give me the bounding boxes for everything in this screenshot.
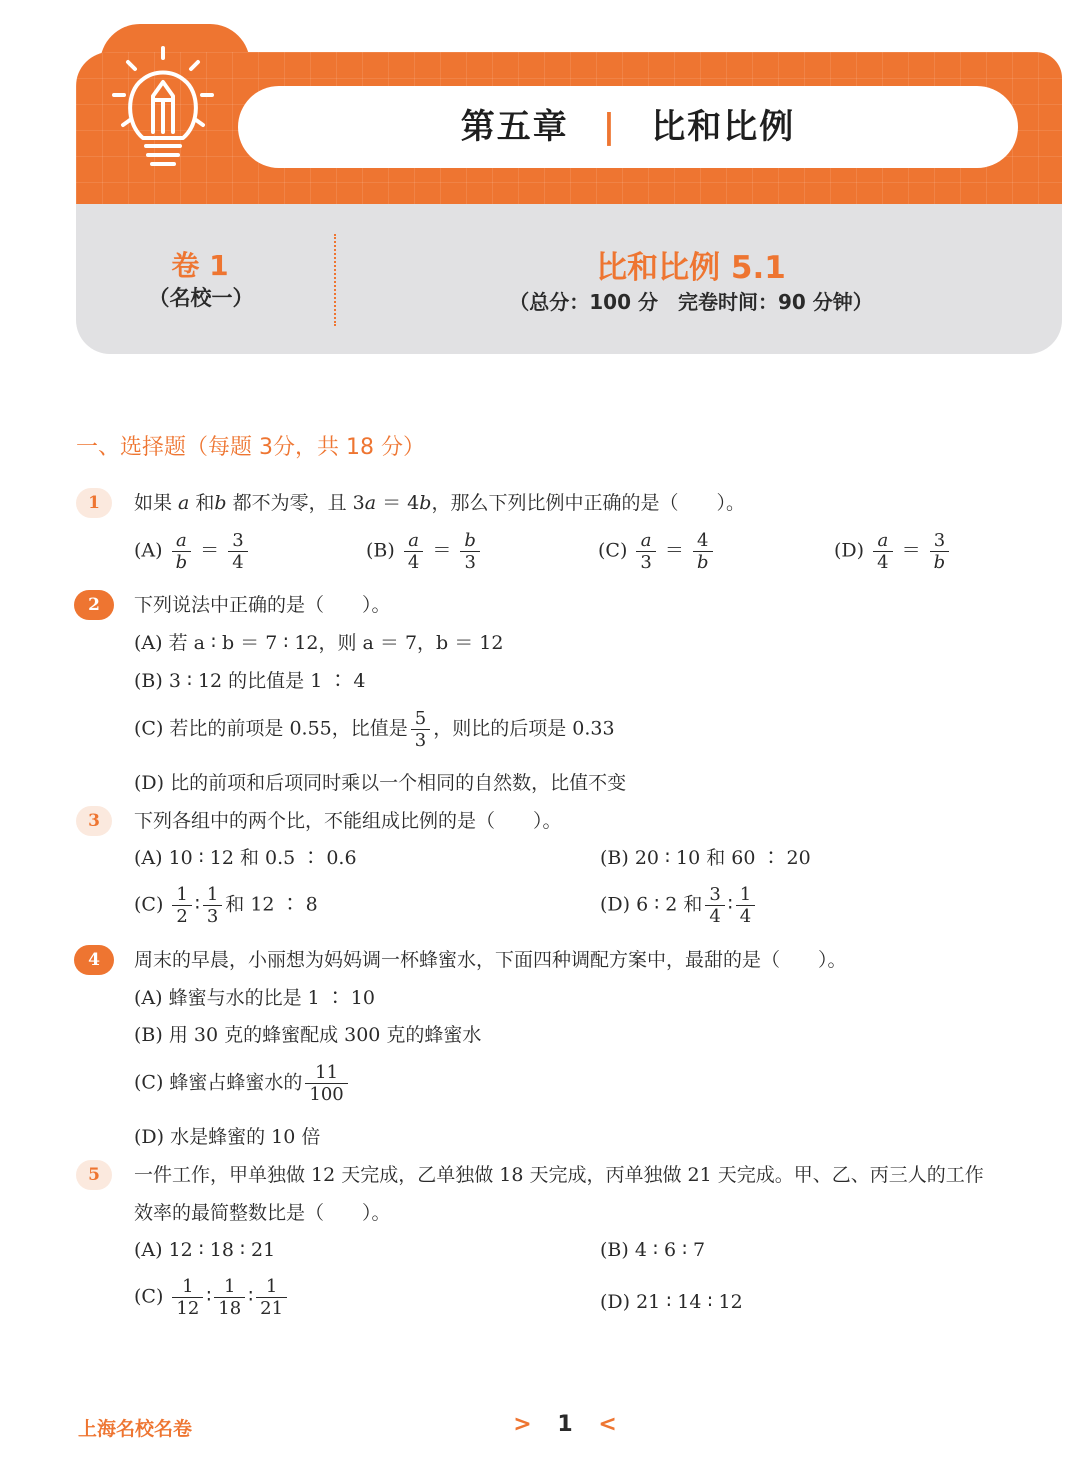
fraction: $\frac{1}{21}$	[256, 1276, 287, 1319]
option-d[interactable]: (D) $\frac{a}{4}$ ＝ $\frac{3}{b}$	[834, 530, 952, 573]
fraction: $\frac{5}{3}$	[411, 708, 430, 751]
question-number: 2	[74, 590, 114, 620]
lightbulb-pencil-icon	[108, 40, 218, 175]
question-number: 4	[74, 945, 114, 975]
option-c[interactable]: (C) $\frac{a}{3}$ ＝ $\frac{4}{b}$	[598, 530, 716, 573]
fraction: $\frac{a}{3}$	[636, 530, 655, 573]
question-stem: 下列说法中正确的是（ ）。	[134, 594, 391, 616]
page-number-value: 1	[557, 1412, 573, 1437]
option-a[interactable]: (A) 若 a ∶ b ＝ 7 ∶ 12，则 a ＝ 7，b ＝ 12	[134, 632, 504, 654]
option-d[interactable]: (D) 比的前项和后项同时乘以一个相同的自然数，比值不变	[134, 772, 627, 794]
dotted-divider	[334, 234, 336, 326]
question-stem-cont: 效率的最简整数比是（ ）。	[134, 1202, 391, 1224]
fraction: $\frac{1}{2}$	[172, 884, 191, 927]
fraction: $\frac{1}{3}$	[203, 884, 222, 927]
option-a[interactable]: (A) 10 ∶ 12 和 0.5 ∶ 0.6	[134, 847, 357, 869]
question-stem: 一件工作，甲单独做 12 天完成，乙单独做 18 天完成，丙单独做 21 天完成。甲、乙、丙三人的工作	[134, 1164, 984, 1186]
section-title: 一、选择题（每题 3分，共 18 分）	[76, 435, 425, 460]
fraction: $\frac{4}{b}$	[693, 530, 713, 573]
page-number	[510, 1412, 620, 1437]
fraction: $\frac{11}{100}$	[305, 1062, 347, 1105]
fraction: $\frac{a}{4}$	[873, 530, 892, 573]
option-a[interactable]: (A) $\frac{a}{b}$ ＝ $\frac{3}{4}$	[134, 530, 251, 573]
option-c[interactable]: (C) 蜂蜜占蜂蜜水的 $\frac{11}{100}$	[134, 1062, 351, 1105]
option-d[interactable]: (D) 水是蜂蜜的 10 倍	[134, 1126, 321, 1148]
fraction: $\frac{1}{4}$	[736, 884, 755, 927]
title-separator: |	[602, 107, 618, 147]
option-a[interactable]: (A) 12 ∶ 18 ∶ 21	[134, 1239, 276, 1261]
option-b[interactable]: (B) 4 ∶ 6 ∶ 7	[600, 1239, 706, 1261]
option-b[interactable]: (B) $\frac{a}{4}$ ＝ $\frac{b}{3}$	[366, 530, 483, 573]
footer-brand: 上海名校名卷	[78, 1418, 193, 1440]
paper-info-band	[76, 204, 1062, 354]
option-b[interactable]: (B) 3 ∶ 12 的比值是 1 ∶ 4	[134, 670, 366, 692]
fraction: $\frac{a}{b}$	[172, 530, 192, 573]
question-number: 3	[76, 806, 112, 836]
option-d[interactable]: (D) 6 ∶ 2 和 $\frac{3}{4}$ ∶ $\frac{1}{4}$	[600, 884, 758, 927]
option-c[interactable]: (C) $\frac{1}{2}$ ∶ $\frac{1}{3}$ 和 12 ∶ 8	[134, 884, 318, 927]
option-b[interactable]: (B) 用 30 克的蜂蜜配成 300 克的蜂蜜水	[134, 1024, 482, 1046]
right-arrow-icon: <	[598, 1412, 617, 1437]
fraction: $\frac{1}{18}$	[214, 1276, 245, 1319]
chapter-number: 第五章	[460, 107, 569, 147]
option-d[interactable]: (D) 21 ∶ 14 ∶ 12	[600, 1291, 743, 1313]
question-stem: 周末的早晨，小丽想为妈妈调一杯蜂蜜水，下面四种调配方案中，最甜的是（ ）。	[134, 949, 847, 971]
fraction: $\frac{3}{b}$	[930, 530, 950, 573]
question-stem: 下列各组中的两个比，不能组成比例的是（ ）。	[134, 810, 562, 832]
volume-label: 卷 1	[171, 249, 229, 282]
question-number: 5	[76, 1160, 112, 1190]
fraction: $\frac{a}{4}$	[404, 530, 423, 573]
chapter-title	[238, 86, 1018, 168]
test-meta: （总分：100 分 完卷时间：90 分钟）	[509, 290, 873, 314]
chapter-topic: 比和比例	[651, 107, 796, 147]
test-title: 比和比例 5.1	[596, 250, 786, 286]
option-a[interactable]: (A) 蜂蜜与水的比是 1 ∶ 10	[134, 987, 375, 1009]
question-stem: 如果 a 和b 都不为零，且 3a ＝ 4b，那么下列比例中正确的是（ ）。	[134, 492, 745, 514]
option-c[interactable]: (C) 若比的前项是 0.55，比值是 $\frac{5}{3}$ ，则比的后项是 0.33	[134, 708, 615, 751]
fraction: $\frac{b}{3}$	[460, 530, 480, 573]
fraction: $\frac{1}{12}$	[172, 1276, 203, 1319]
school-label: （名校一）	[148, 286, 254, 310]
fraction: $\frac{3}{4}$	[705, 884, 724, 927]
option-b[interactable]: (B) 20 ∶ 10 和 60 ∶ 20	[600, 847, 811, 869]
question-number: 1	[76, 488, 112, 518]
left-arrow-icon: >	[513, 1412, 532, 1437]
chapter-title-pill	[238, 86, 1018, 168]
option-c[interactable]: (C) $\frac{1}{12}$ ∶ $\frac{1}{18}$ ∶ $\frac{1}{21}$	[134, 1276, 290, 1319]
fraction: $\frac{3}{4}$	[228, 530, 247, 573]
